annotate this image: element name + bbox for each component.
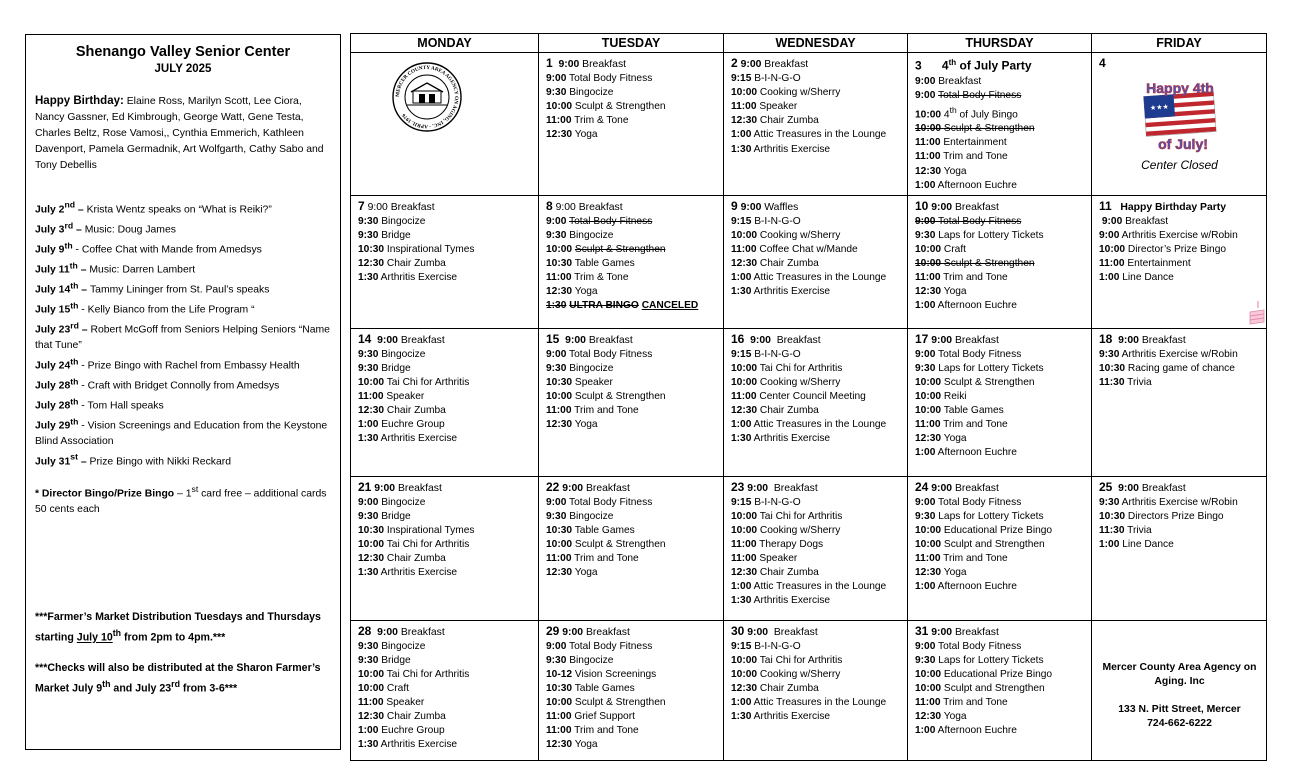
event-item: July 29th - Vision Screenings and Education from the Keystone Blind Association — [35, 416, 328, 448]
schedule-item: 1:00 Afternoon Euchre — [915, 581, 1017, 593]
schedule-item: 9:30 Bingocize — [546, 229, 614, 241]
birthday-names: Elaine Ross, Marilyn Scott, Lee Ciora, Nancy Gassner, Ed Kimbrough, George Watt, Gene Testa, Charles Beltz, Rose Vamosi,, Cynthia Emmerich, Kathleen Davenport, Pamela Germadnik, Art Wolfgarth, Cathy Sabo and Tony Debellis — [35, 96, 324, 171]
schedule-item: 1:30 Arthritis Exercise — [731, 286, 831, 298]
schedule-item: 9:30 Laps for Lottery Tickets — [915, 362, 1044, 374]
schedule-item: 9:00 Total Body Fitness — [546, 496, 653, 508]
day-cell: 17 9:00 Breakfast 9:00 Total Body Fitness 9:30 Laps for Lottery Tickets 10:00 Sculpt & Strengthen 10:00 Reiki 10:00 Table Games 11:00 Trim and Tone 12:30 Yoga 1:00 Afternoon Euchre — [908, 328, 1092, 476]
agency-seal-icon — [391, 61, 463, 133]
day-cell: 28 9:00 Breakfast 9:30 Bingocize 9:30 Bridge 10:00 Tai Chi for Arthritis 10:00 Craft 11:00 Speaker 12:30 Chair Zumba 1:00 Euchre Group 1:30 Arthritis Exercise — [351, 620, 539, 760]
schedule-item: 12:30 Yoga — [915, 286, 967, 298]
schedule-item: 1:30 Arthritis Exercise — [731, 433, 831, 445]
schedule-item: 10:00 Table Games — [915, 405, 1004, 417]
event-item: July 28th - Craft with Bridget Connolly from Amedsys — [35, 376, 280, 392]
schedule-item: 11:00 Trim & Tone — [546, 115, 629, 127]
schedule-item: 1:30 Arthritis Exercise — [358, 272, 458, 284]
agency-phone: 724-662-6222 — [1147, 717, 1212, 729]
event-item: July 23rd – Robert McGoff from Seniors Helping Seniors “Name that Tune” — [35, 320, 330, 352]
schedule-item: 12:30 Yoga — [546, 567, 598, 579]
schedule-item: 12:30 Chair Zumba — [731, 115, 819, 127]
day-cell: 30 9:00 Breakfast 9:15 B-I-N-G-O 10:00 Tai Chi for Arthritis 10:00 Cooking w/Sherry 12:30 Chair Zumba 1:00 Attic Treasures in the Lounge 1:30 Arthritis Exercise — [724, 620, 908, 760]
schedule-item: 12:30 Yoga — [915, 165, 967, 177]
schedule-item: 10:00 Tai Chi for Arthritis — [731, 654, 843, 666]
schedule-item: 12:30 Yoga — [546, 739, 598, 751]
schedule-item: 10:00 Educational Prize Bingo — [915, 524, 1053, 536]
header-thursday: THURSDAY — [908, 34, 1092, 53]
schedule-item: 10:30 Table Games — [546, 258, 635, 270]
schedule-item: 9:00 Total Body Fitness — [915, 89, 1022, 101]
schedule-item: 9:30 Bingocize — [358, 640, 426, 652]
schedule-item: 9:15 B-I-N-G-O — [731, 496, 801, 508]
schedule-item: 10:00 Tai Chi for Arthritis — [731, 362, 843, 374]
svg-text:★★★: ★★★ — [1149, 103, 1169, 113]
schedule-item: 12:30 Chair Zumba — [358, 405, 446, 417]
day-cell: 7 9:00 Breakfast 9:30 Bingocize 9:30 Bridge 10:30 Inspirational Tymes 12:30 Chair Zumba 1:30 Arthritis Exercise — [351, 195, 539, 328]
schedule-item: 9:30 Bingocize — [546, 362, 614, 374]
schedule-item: 1:00 Line Dance — [1099, 272, 1174, 284]
schedule-item: 10:00 Cooking w/Sherry — [731, 87, 841, 99]
schedule-item: 11:00 Trim and Tone — [915, 553, 1008, 565]
month-label: JULY 2025 — [154, 63, 212, 75]
day-cell: 3 4th of July Party 9:00 Breakfast 9:00 Total Body Fitness 10:00 4th of July Bingo 10:00 Sculpt & Strengthen 11:00 Entertainment 11:00 Trim and Tone 12:30 Yoga 1:00 Afternoon Euchre — [908, 53, 1092, 196]
schedule-item: 1:00 Attic Treasures in the Lounge — [731, 581, 887, 593]
schedule-item: 9:30 Laps for Lottery Tickets — [915, 510, 1044, 522]
event-item: July 14th – Tammy Lininger from St. Paul’s speaks — [35, 280, 270, 296]
schedule-item: 12:30 Chair Zumba — [358, 258, 446, 270]
schedule-item: 10:30 Directors Prize Bingo — [1099, 510, 1224, 522]
event-item: July 31st – Prize Bingo with Nikki Reckard — [35, 451, 231, 468]
day-cell: 2 9:00 Breakfast 9:15 B-I-N-G-O 10:00 Cooking w/Sherry 11:00 Speaker 12:30 Chair Zumba 1:00 Attic Treasures in the Lounge 1:30 Arthritis Exercise — [724, 53, 908, 196]
schedule-item: 11:00 Speaker — [731, 553, 798, 565]
schedule-item: 9:30 Bridge — [358, 510, 411, 522]
center-title: Shenango Valley Senior Center — [75, 44, 291, 60]
header-monday: MONDAY — [351, 34, 539, 53]
schedule-item: 10:00 Sculpt & Strengthen — [915, 376, 1035, 388]
event-item: July 28th - Tom Hall speaks — [35, 396, 164, 412]
schedule-item: 10:00 Reiki — [915, 391, 967, 403]
schedule-item: 11:00 Trim and Tone — [915, 151, 1008, 163]
event-item: July 9th - Coffee Chat with Mande from Amedsys — [35, 240, 262, 256]
schedule-item: 1:00 Attic Treasures in the Lounge — [731, 272, 887, 284]
schedule-item: 9:15 B-I-N-G-O — [731, 215, 801, 227]
schedule-item: 1:00 Afternoon Euchre — [915, 179, 1017, 191]
schedule-item: 11:00 Trim and Tone — [546, 405, 639, 417]
schedule-item: 10:30 Inspirational Tymes — [358, 243, 475, 255]
schedule-item: 12:30 Yoga — [915, 567, 967, 579]
event-item: July 2nd – Krista Wentz speaks on “What is Reiki?” — [35, 200, 272, 216]
calendar — [350, 33, 1266, 751]
birthday-section — [35, 93, 331, 174]
schedule-item: 10:00 Sculpt & Strengthen — [546, 243, 666, 255]
schedule-item: 9:00 Bingocize — [358, 496, 426, 508]
schedule-item: 10:30 Speaker — [546, 376, 613, 388]
schedule-item: 9:30 Bingocize — [546, 87, 614, 99]
day-cell: 14 9:00 Breakfast 9:30 Bingocize 9:30 Bridge 10:00 Tai Chi for Arthritis 11:00 Speaker 12:30 Chair Zumba 1:00 Euchre Group 1:30 Arthritis Exercise — [351, 328, 539, 476]
schedule-item: 9:00 Total Body Fitness — [546, 73, 653, 85]
day-cell: 4 ★★★ Happy 4th of July! Center Closed — [1092, 53, 1267, 196]
schedule-item: 11:00 Speaker — [731, 101, 798, 113]
schedule-item: 1:30 Arthritis Exercise — [358, 739, 458, 751]
svg-text:MERCER COUNTY AREA AGENCY ON A: MERCER COUNTY AREA AGENCY ON AGING, INC. · APRIL 1976 — [394, 64, 460, 130]
day-cell: 16 9:00 Breakfast 9:15 B-I-N-G-O 10:00 Tai Chi for Arthritis 10:00 Cooking w/Sherry 11:00 Center Council Meeting 12:30 Chair Zumba 1:00 Attic Treasures in the Lounge 1:30 Arthritis Exercise — [724, 328, 908, 476]
schedule-item: 1:30 Arthritis Exercise — [358, 567, 458, 579]
schedule-item: 9:00 Total Body Fitness — [546, 640, 653, 652]
event-item: July 11th – Music: Darren Lambert — [35, 260, 196, 276]
schedule-item: 10:00 Cooking w/Sherry — [731, 668, 841, 680]
schedule-item: 1:00 Euchre Group — [358, 725, 445, 737]
market-line-1: ***Farmer’s Market Distribution Tuesdays and Thursdays starting July 10th from 2pm to 4pm.*** — [35, 611, 321, 644]
day-cell: 29 9:00 Breakfast 9:00 Total Body Fitness 9:30 Bingocize 10-12 Vision Screenings 10:30 Table Games 10:00 Sculpt & Strengthen 11:00 Grief Support 11:00 Trim and Tone 12:30 Yoga — [539, 620, 724, 760]
birthday-label: Happy Birthday: — [35, 95, 124, 107]
svg-text:Happy 4th: Happy 4th — [1145, 80, 1214, 97]
schedule-item: 11:00 Trim and Tone — [915, 419, 1008, 431]
schedule-item: 10:00 Sculpt & Strengthen — [915, 123, 1035, 135]
schedule-item: 1:00 Afternoon Euchre — [915, 725, 1017, 737]
schedule-item: 1:30 Arthritis Exercise — [731, 143, 831, 155]
schedule-item: 9:00 Total Body Fitness — [915, 215, 1022, 227]
day-cell: 9 9:00 Waffles 9:15 B-I-N-G-O 10:00 Cooking w/Sherry 11:00 Coffee Chat w/Mande 12:30 Chair Zumba 1:00 Attic Treasures in the Lounge 1:30 Arthritis Exercise — [724, 195, 908, 328]
schedule-item: 11:00 Coffee Chat w/Mande — [731, 243, 858, 255]
schedule-item: 9:30 Bingocize — [546, 654, 614, 666]
schedule-item: 12:30 Yoga — [546, 286, 598, 298]
calendar-grid — [350, 33, 1267, 761]
schedule-item: 11:00 Entertainment — [915, 137, 1007, 149]
schedule-item: 11:30 Trivia — [1099, 376, 1152, 388]
event-item: July 3rd – Music: Doug James — [35, 220, 176, 236]
schedule-item: 10:00 4th of July Bingo — [915, 104, 1018, 121]
day-cell: 21 9:00 Breakfast 9:00 Bingocize 9:30 Bridge 10:30 Inspirational Tymes 10:00 Tai Chi for Arthritis 12:30 Chair Zumba 1:30 Arthritis Exercise — [351, 476, 539, 620]
schedule-item: 11:00 Trim and Tone — [915, 272, 1008, 284]
day-cell: 8 9:00 Breakfast 9:00 Total Body Fitness 9:30 Bingocize 10:00 Sculpt & Strengthen 10:30 Table Games 11:00 Trim & Tone 12:30 Yoga 1:30 ULTRA BINGO CANCELED — [539, 195, 724, 328]
schedule-item: 12:30 Chair Zumba — [731, 683, 819, 695]
farmers-market-notice — [35, 609, 331, 710]
bingo-note: * Director Bingo/Prize Bingo – 1st card free – additional cards 50 cents each — [35, 483, 327, 515]
schedule-item: 1:00 Attic Treasures in the Lounge — [731, 697, 887, 709]
schedule-item: 10:30 Inspirational Tymes — [358, 524, 475, 536]
schedule-item: 1:30 Arthritis Exercise — [731, 595, 831, 607]
day-cell: 23 9:00 Breakfast 9:15 B-I-N-G-O 10:00 Tai Chi for Arthritis 10:00 Cooking w/Sherry 11:00 Therapy Dogs 11:00 Speaker 12:30 Chair Zumba 1:00 Attic Treasures in the Lounge 1:30 Arthritis Exercise — [724, 476, 908, 620]
schedule-item: 12:30 Chair Zumba — [731, 258, 819, 270]
schedule-item: 9:30 Bridge — [358, 654, 411, 666]
event-item: July 24th - Prize Bingo with Rachel from Embassy Health — [35, 356, 300, 372]
day-cell: 24 9:00 Breakfast 9:00 Total Body Fitness 9:30 Laps for Lottery Tickets 10:00 Educational Prize Bingo 10:00 Sculpt and Strengthen 11:00 Trim and Tone 12:30 Yoga 1:00 Afternoon Euchre — [908, 476, 1092, 620]
market-line-2: ***Checks will also be distributed at the Sharon Farmer’s Market July 9th and July 23rd from 3-6*** — [35, 661, 321, 695]
schedule-item: 11:00 Center Council Meeting — [731, 391, 866, 403]
schedule-item: 9:30 Laps for Lottery Tickets — [915, 654, 1044, 666]
schedule-item: 1:00 Euchre Group — [358, 419, 445, 431]
schedule-item: 12:30 Chair Zumba — [358, 553, 446, 565]
schedule-item: 9:30 Bridge — [358, 362, 411, 374]
schedule-item: 10:00 Sculpt & Strengthen — [546, 391, 666, 403]
schedule-item: 11:00 Speaker — [358, 697, 425, 709]
schedule-item: 10:30 Table Games — [546, 683, 635, 695]
schedule-item: 9:00 Breakfast — [1101, 215, 1169, 227]
schedule-item: 9:30 Bingocize — [358, 215, 426, 227]
schedule-item: 12:30 Yoga — [915, 711, 967, 723]
agency-cell — [1092, 620, 1267, 760]
agency-address: 133 N. Pitt Street, Mercer — [1118, 703, 1241, 715]
schedule-item: 12:30 Yoga — [546, 129, 598, 141]
schedule-item: 10:00 Director’s Prize Bingo — [1099, 243, 1227, 255]
schedule-item: 12:30 Chair Zumba — [731, 567, 819, 579]
schedule-item: 10:30 Racing game of chance — [1099, 362, 1235, 374]
schedule-item: 12:30 Chair Zumba — [358, 711, 446, 723]
schedule-item: 10:00 Sculpt and Strengthen — [915, 683, 1045, 695]
schedule-item: 9:15 B-I-N-G-O — [731, 73, 801, 85]
schedule-item: 10:00 Sculpt & Strengthen — [546, 697, 666, 709]
header-tuesday: TUESDAY — [539, 34, 724, 53]
schedule-item: 9:00 Arthritis Exercise w/Robin — [1099, 229, 1238, 241]
schedule-item: 9:30 Arthritis Exercise w/Robin — [1099, 496, 1238, 508]
day-cell: 22 9:00 Breakfast 9:00 Total Body Fitness 9:30 Bingocize 10:30 Table Games 10:00 Sculpt & Strengthen 11:00 Trim and Tone 12:30 Yoga — [539, 476, 724, 620]
schedule-item: 10:00 Cooking w/Sherry — [731, 376, 841, 388]
schedule-item: 1:00 Line Dance — [1099, 539, 1174, 551]
schedule-item: 12:30 Chair Zumba — [731, 405, 819, 417]
birthday-cake-icon — [1246, 298, 1266, 328]
schedule-item: 9:30 Bingocize — [358, 348, 426, 360]
schedule-item: 10:30 Table Games — [546, 524, 635, 536]
day-cell: 15 9:00 Breakfast 9:00 Total Body Fitness 9:30 Bingocize 10:30 Speaker 10:00 Sculpt & Strengthen 11:00 Trim and Tone 12:30 Yoga — [539, 328, 724, 476]
schedule-item: 9:15 B-I-N-G-O — [731, 640, 801, 652]
schedule-item: 1:30 Arthritis Exercise — [358, 433, 458, 445]
schedule-item: 9:00 Total Body Fitness — [915, 348, 1022, 360]
schedule-item: 10-12 Vision Screenings — [546, 668, 657, 680]
schedule-item: 9:30 Laps for Lottery Tickets — [915, 229, 1044, 241]
schedule-item: 9:30 Bingocize — [546, 510, 614, 522]
schedule-item: 10:00 Tai Chi for Arthritis — [358, 668, 470, 680]
schedule-item: 11:00 Speaker — [358, 391, 425, 403]
schedule-item: 10:00 Cooking w/Sherry — [731, 229, 841, 241]
schedule-item: 10:00 Cooking w/Sherry — [731, 524, 841, 536]
schedule-item: 1:00 Attic Treasures in the Lounge — [731, 419, 887, 431]
center-closed-label: Center Closed — [1141, 158, 1218, 173]
schedule-item: 9:00 Breakfast — [915, 75, 982, 87]
schedule-item: 10:00 Tai Chi for Arthritis — [358, 376, 470, 388]
schedule-item: 10:00 Craft — [358, 683, 409, 695]
schedule-item: 11:00 Trim and Tone — [915, 697, 1008, 709]
schedule-item: 9:00 Total Body Fitness — [546, 348, 653, 360]
events-list — [35, 198, 331, 470]
schedule-item: 11:00 Trim & Tone — [546, 272, 629, 284]
schedule-item: 12:30 Yoga — [915, 433, 967, 445]
schedule-item: 9:15 B-I-N-G-O — [731, 348, 801, 360]
header-friday: FRIDAY — [1092, 34, 1267, 53]
schedule-item: 9:30 Arthritis Exercise w/Robin — [1099, 348, 1238, 360]
schedule-item: 1:00 Afternoon Euchre — [915, 447, 1017, 459]
schedule-item: 11:30 Trivia — [1099, 524, 1152, 536]
schedule-item: 9:00 Total Body Fitness — [546, 215, 653, 227]
day-cell: 1 9:00 Breakfast 9:00 Total Body Fitness 9:30 Bingocize 10:00 Sculpt & Strengthen 11:00 Trim & Tone 12:30 Yoga — [539, 53, 724, 196]
day-cell: 25 9:00 Breakfast 9:30 Arthritis Exercise w/Robin 10:30 Directors Prize Bingo 11:30 Trivia 1:00 Line Dance — [1092, 476, 1267, 620]
day-cell: 18 9:00 Breakfast 9:30 Arthritis Exercise w/Robin 10:30 Racing game of chance 11:30 Trivia — [1092, 328, 1267, 476]
schedule-item: 11:00 Trim and Tone — [546, 553, 639, 565]
schedule-item: 9:30 Bridge — [358, 229, 411, 241]
schedule-item: 1:30 Arthritis Exercise — [731, 711, 831, 723]
day-cell: 11 Happy Birthday Party 9:00 Breakfast 9:00 Arthritis Exercise w/Robin 10:00 Director’s Prize Bingo 11:00 Entertainment 1:00 Line Dance — [1092, 195, 1267, 328]
schedule-item: 1:00 Afternoon Euchre — [915, 300, 1017, 312]
schedule-item-canceled: 1:30 ULTRA BINGO CANCELED — [546, 300, 699, 312]
schedule-item: 9:00 Total Body Fitness — [915, 496, 1022, 508]
schedule-item: 10:00 Educational Prize Bingo — [915, 668, 1053, 680]
schedule-item: 10:00 Sculpt & Strengthen — [546, 539, 666, 551]
schedule-item: 1:00 Attic Treasures in the Lounge — [731, 129, 887, 141]
schedule-item: 11:00 Entertainment — [1099, 258, 1191, 270]
schedule-item: 10:00 Sculpt and Strengthen — [915, 539, 1045, 551]
event-item: July 15th - Kelly Bianco from the Life Program “ — [35, 300, 255, 316]
agency-name: Mercer County Area Agency on Aging. Inc — [1102, 661, 1257, 687]
us-flag-icon — [1120, 76, 1240, 154]
schedule-item: 10:00 Craft — [915, 243, 966, 255]
schedule-item: 12:30 Yoga — [546, 419, 598, 431]
day-cell-empty — [351, 53, 539, 196]
header-wednesday: WEDNESDAY — [724, 34, 908, 53]
schedule-item: 10:00 Tai Chi for Arthritis — [731, 510, 843, 522]
info-panel — [25, 34, 341, 750]
schedule-item: 11:00 Grief Support — [546, 711, 635, 723]
svg-text:of July!: of July! — [1157, 136, 1208, 153]
schedule-item: 10:00 Sculpt & Strengthen — [546, 101, 666, 113]
day-cell: 31 9:00 Breakfast 9:00 Total Body Fitness 9:30 Laps for Lottery Tickets 10:00 Educational Prize Bingo 10:00 Sculpt and Strengthen 11:00 Trim and Tone 12:30 Yoga 1:00 Afternoon Euchre — [908, 620, 1092, 760]
schedule-item: 10:00 Tai Chi for Arthritis — [358, 539, 470, 551]
schedule-item: 10:00 Sculpt & Strengthen — [915, 258, 1035, 270]
day-cell: 10 9:00 Breakfast 9:00 Total Body Fitness 9:30 Laps for Lottery Tickets 10:00 Craft 10:00 Sculpt & Strengthen 11:00 Trim and Tone 12:30 Yoga 1:00 Afternoon Euchre — [908, 195, 1092, 328]
schedule-item: 11:00 Therapy Dogs — [731, 539, 824, 551]
schedule-item: 11:00 Trim and Tone — [546, 725, 639, 737]
schedule-item: 9:00 Total Body Fitness — [915, 640, 1022, 652]
